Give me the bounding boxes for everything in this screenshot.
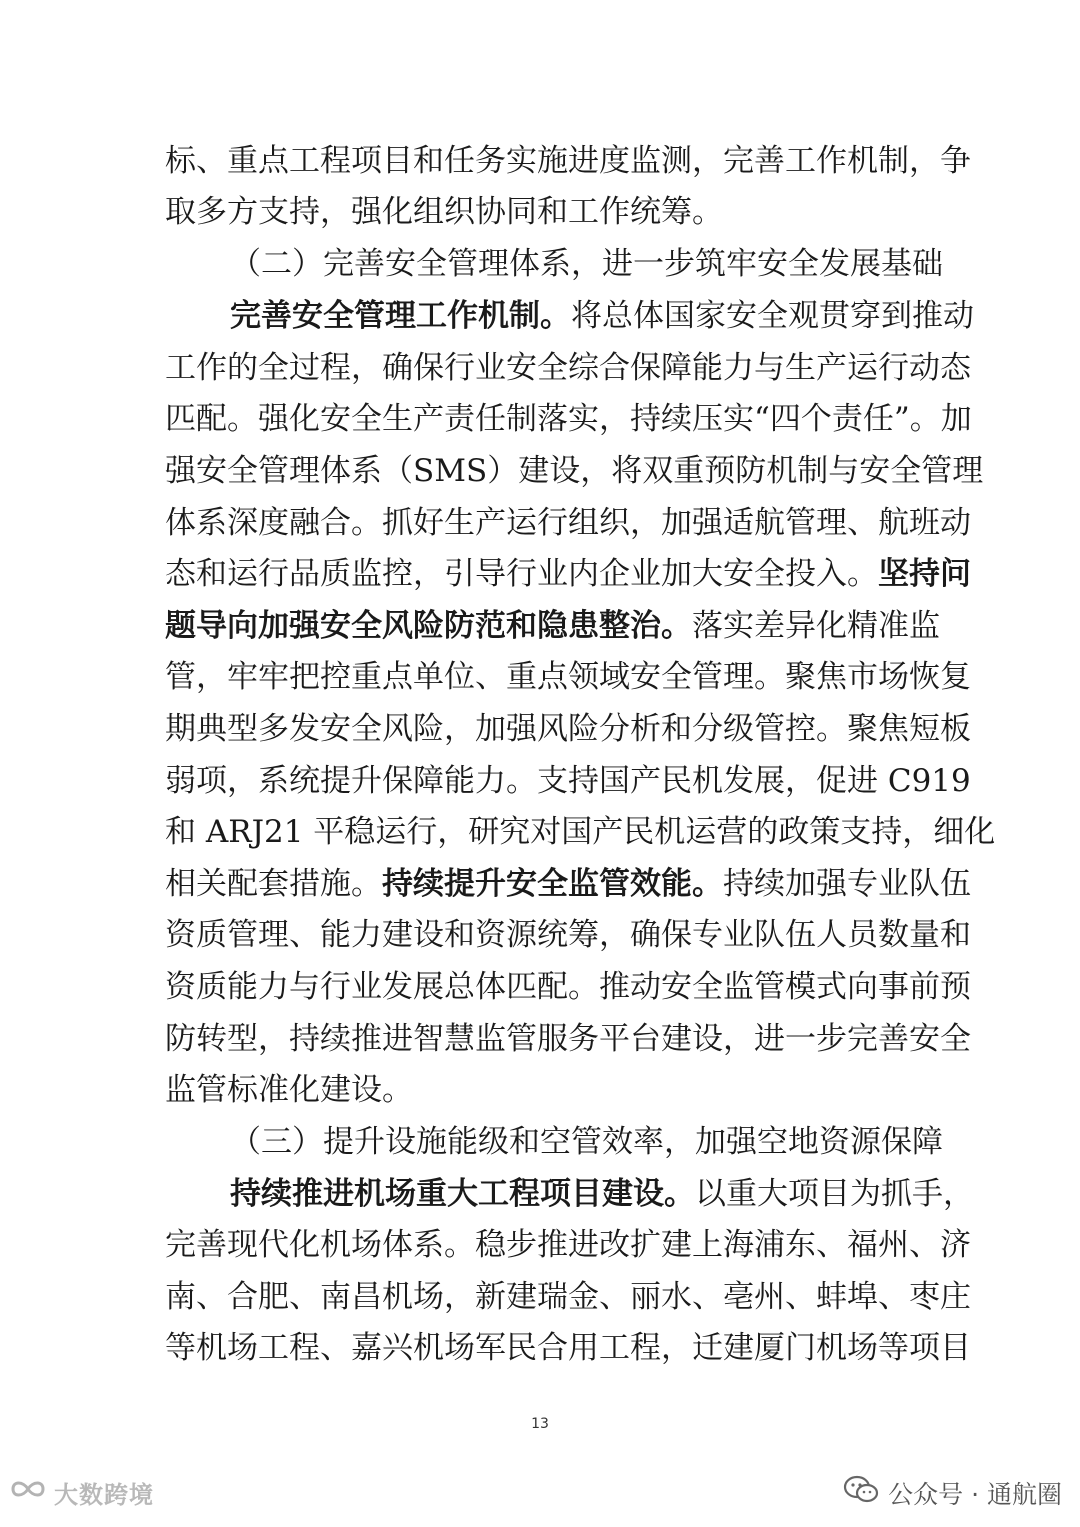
text-segment: 工作的全过程，确保行业安全综合保障能力与生产运行动态	[165, 350, 971, 386]
text-segment: 管，牢牢把控重点单位、重点领域安全管理。聚焦市场恢复	[165, 659, 971, 695]
text-segment: 以重大项目为抓手，	[695, 1176, 974, 1212]
text-segment: 取多方支持，强化组织协同和工作统筹。	[165, 194, 723, 230]
text-line	[165, 192, 915, 232]
watermark-left-text: 大数跨境	[54, 1480, 154, 1509]
text-line	[165, 399, 972, 439]
text-line	[165, 812, 996, 852]
watermark-right-text: 公众号 · 通航圈	[888, 1480, 1062, 1509]
text-segment: 相关配套措施。	[165, 866, 382, 902]
text-segment: 弱项，系统提升保障能力。支持国产民机发展，促进 C919	[165, 763, 971, 799]
text-line	[165, 967, 971, 1007]
text-segment: 防转型，持续推进智慧监管服务平台建设，进一步完善安全	[165, 1021, 971, 1057]
watermark-right	[844, 1475, 1062, 1511]
text-line	[165, 709, 971, 749]
text-segment: 和 ARJ21 平稳运行，研究对国产民机运营的政策支持，细化	[165, 814, 996, 850]
section-heading	[230, 244, 943, 284]
text-line	[230, 1174, 974, 1214]
text-line	[165, 503, 971, 543]
text-segment: 落实差异化精准监	[692, 608, 940, 644]
wechat-icon	[844, 1475, 888, 1511]
text-segment: 资质管理、能力建设和资源统筹，确保专业队伍人员数量和	[165, 917, 971, 953]
text-segment: 资质能力与行业发展总体匹配。推动安全监管模式向事前预	[165, 969, 971, 1005]
infinity-logo-icon	[8, 1477, 54, 1507]
text-line	[165, 1019, 971, 1059]
bold-text-segment: 持续推进机场重大工程项目建设。	[230, 1176, 695, 1212]
page-number: 13	[531, 1416, 549, 1432]
text-line	[165, 141, 971, 181]
text-segment: 体系深度融合。抓好生产运行组织，加强适航管理、航班动	[165, 505, 971, 541]
bold-text-segment: 完善安全管理工作机制。	[230, 298, 571, 334]
text-line	[165, 1328, 971, 1368]
text-segment: 态和运行品质监控，引导行业内企业加大安全投入。	[165, 556, 878, 592]
text-segment: 等机场工程、嘉兴机场军民合用工程，迁建厦门机场等项目	[165, 1330, 971, 1366]
text-segment: 标、重点工程项目和任务实施进度监测，完善工作机制，争	[165, 143, 971, 179]
section-heading	[230, 1122, 943, 1162]
text-segment: （三）提升设施能级和空管效率，加强空地资源保障	[230, 1124, 943, 1160]
text-segment: 匹配。强化安全生产责任制落实，持续压实“四个责任”。加	[165, 401, 972, 437]
text-segment: 完善现代化机场体系。稳步推进改扩建上海浦东、福州、济	[165, 1227, 971, 1263]
text-line	[165, 761, 971, 801]
text-line	[165, 1225, 971, 1265]
text-segment: 南、合肥、南昌机场，新建瑞金、丽水、亳州、蚌埠、枣庄	[165, 1279, 971, 1315]
text-line	[165, 657, 971, 697]
bold-text-segment: 坚持问	[878, 556, 971, 592]
text-line	[165, 915, 971, 955]
text-segment: 将总体国家安全观贯穿到推动	[571, 298, 974, 334]
bold-text-segment: 持续提升安全监管效能。	[382, 866, 723, 902]
text-line	[165, 1277, 971, 1317]
text-segment: （二）完善安全管理体系，进一步筑牢安全发展基础	[230, 246, 943, 282]
text-segment: 期典型多发安全风险，加强风险分析和分级管控。聚焦短板	[165, 711, 971, 747]
text-line	[165, 554, 971, 594]
text-line	[165, 1070, 915, 1110]
bold-text-segment: 题导向加强安全风险防范和隐患整治。	[165, 608, 692, 644]
text-segment: 持续加强专业队伍	[723, 866, 971, 902]
text-line	[165, 606, 940, 646]
text-line	[165, 348, 971, 388]
text-line	[165, 451, 984, 491]
text-segment: 强安全管理体系（SMS）建设，将双重预防机制与安全管理	[165, 453, 984, 489]
text-line	[230, 296, 974, 336]
text-segment: 监管标准化建设。	[165, 1072, 413, 1108]
text-line	[165, 864, 971, 904]
watermark-left	[8, 1472, 154, 1512]
